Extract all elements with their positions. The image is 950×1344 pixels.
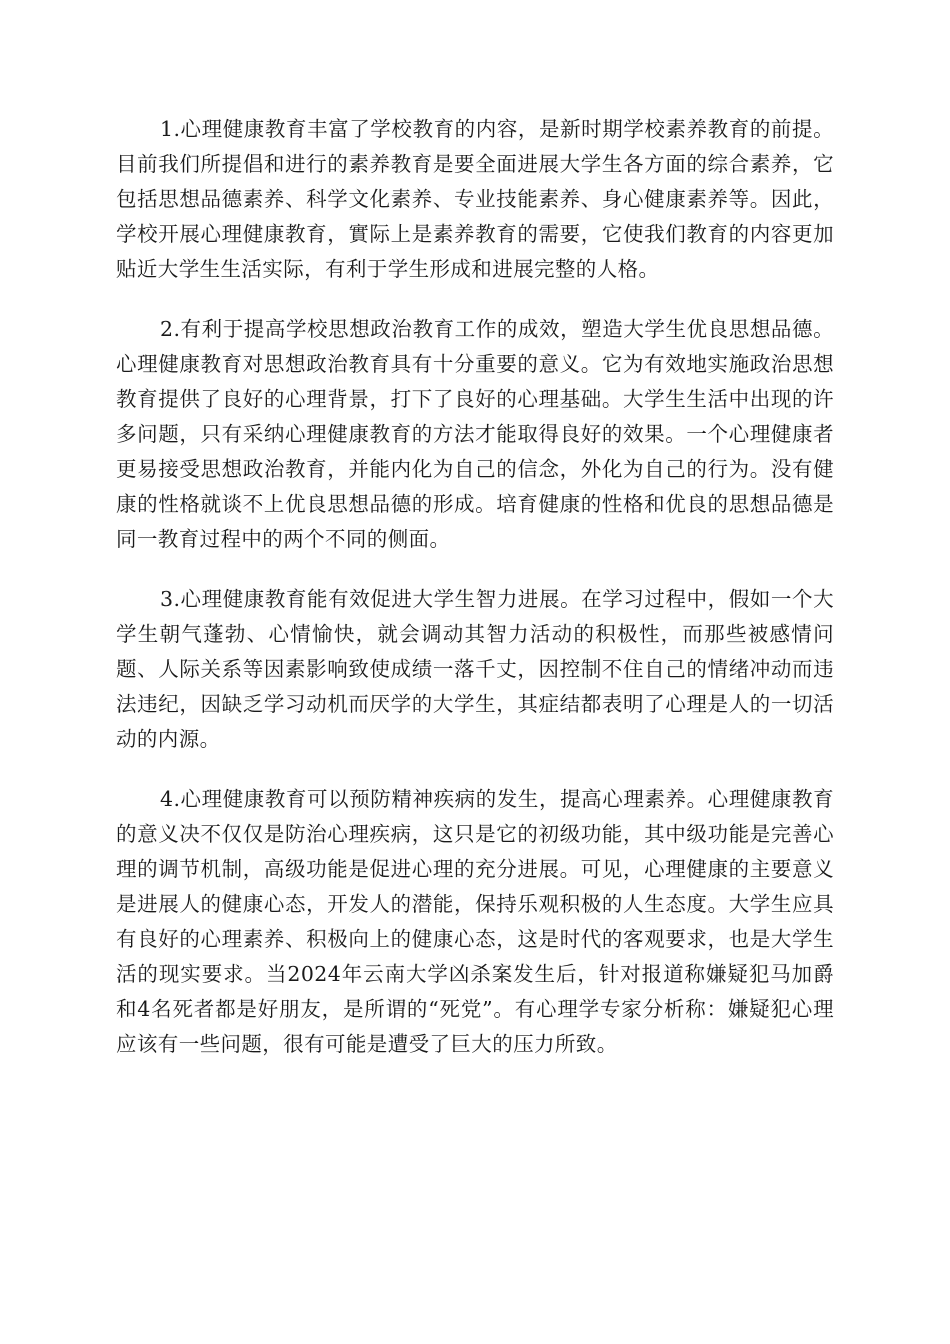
paragraph-1: 1.心理健康教育丰富了学校教育的内容，是新时期学校素养教育的前提。目前我们所提倡和进行的素养教育是要全面进展大学生各方面的综合素养，它包括思想品德素养、科学文化素养、专业技能素养、身心健康素养等。因此，学校开展心理健康教育，實际上是素养教育的需要，它使我们教育的内容更加贴近大学生生活实际，有利于学生形成和进展完整的人格。 bbox=[116, 117, 834, 281]
paragraph-3: 3.心理健康教育能有效促进大学生智力进展。在学习过程中，假如一个大学生朝气蓬勃、心情愉快，就会调动其智力活动的积极性，而那些被感情问题、人际关系等因素影响致使成绩一落千丈，因控制不住自己的情绪冲动而违法违纪，因缺乏学习动机而厌学的大学生，其症结都表明了心理是人的一切活动的内源。 bbox=[116, 587, 834, 751]
document-body bbox=[116, 112, 834, 1087]
paragraph-2: 2.有利于提高学校思想政治教育工作的成效，塑造大学生优良思想品德。心理健康教育对思想政治教育具有十分重要的意义。它为有效地实施政治思想教育提供了良好的心理背景，打下了良好的心理基础。大学生生活中出现的许多问题，只有采纳心理健康教育的方法才能取得良好的效果。一个心理健康者更易接受思想政治教育，并能内化为自己的信念，外化为自己的行为。没有健康的性格就谈不上优良思想品德的形成。培育健康的性格和优良的思想品德是同一教育过程中的两个不同的侧面。 bbox=[116, 317, 834, 551]
paragraph-4: 4.心理健康教育可以预防精神疾病的发生，提高心理素养。心理健康教育的意义决不仅仅是防治心理疾病，这只是它的初级功能，其中级功能是完善心理的调节机制，高级功能是促进心理的充分进展。可见，心理健康的主要意义是进展人的健康心态，开发人的潜能，保持乐观积极的人生态度。大学生应具有良好的心理素养、积极向上的健康心态，这是时代的客观要求，也是大学生活的现实要求。当2024年云南大学凶杀案发生后，针对报道称嫌疑犯马加爵和4名死者都是好朋友，是所谓的“死党”。有心理学专家分析称：嫌疑犯心理应该有一些问题，很有可能是遭受了巨大的压力所致。 bbox=[116, 787, 834, 1056]
